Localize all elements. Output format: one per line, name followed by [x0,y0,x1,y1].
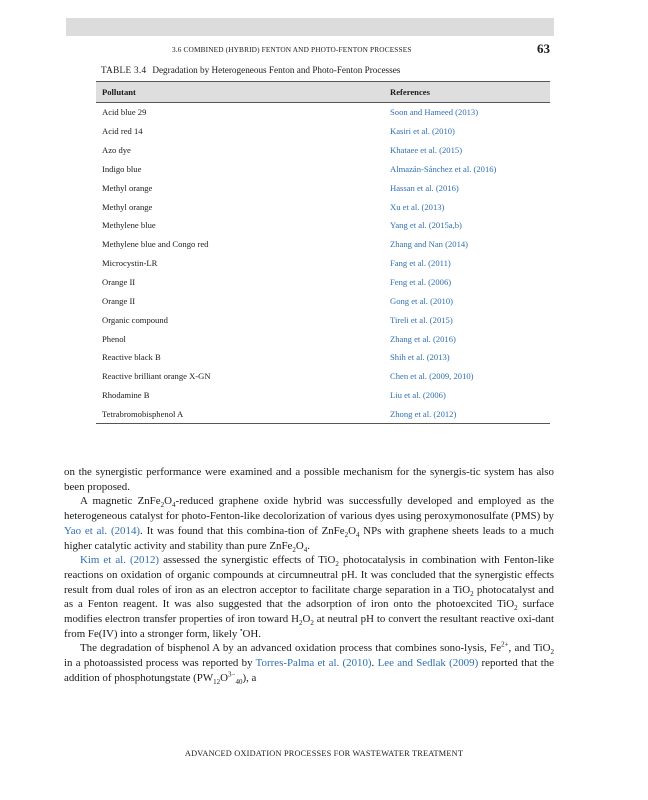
reference-link[interactable]: Khataee et al. (2015) [390,145,463,156]
reference-link[interactable]: Almazán-Sánchez et al. (2016) [390,163,497,174]
text-run: NPs with graphene sheets leads to a much higher catalytic activity and stability than pure ZnFe [64,524,554,552]
page-number: 63 [537,41,550,56]
pollutant-cell: Orange II [102,277,136,288]
table-row [96,291,550,310]
reference-link[interactable]: Liu et al. (2006) [390,390,446,401]
table-row [96,310,550,329]
column-header-references: References [390,82,550,103]
header-rule [66,18,554,36]
subscript: 2 [298,619,303,628]
pollutant-cell: Tetrabromobisphenol A [96,405,390,424]
subscript: 2 [550,648,554,657]
paragraph [64,641,554,685]
pollutant-cell: Organic compound [102,314,168,325]
table-row [96,405,550,424]
text-run: O [295,539,304,552]
table-row [96,329,550,348]
subscript: 4 [303,545,308,554]
pollutant-cell: Phenol [102,333,126,344]
degradation-table [96,81,550,424]
reference-link[interactable]: Gong et al. (2010) [390,295,454,306]
table-row [96,273,550,292]
subscript: 2 [310,619,314,628]
subscript: 2 [514,604,518,613]
text-run: surface modifies electron transfer properties of iron toward H [64,598,554,626]
pollutant-cell: Methyl orange [102,182,153,193]
text-run: O [164,495,172,508]
reference-link[interactable]: Tireli et al. (2015) [390,314,453,325]
reference-cell [390,235,550,254]
table-caption-text: Degradation by Heterogeneous Fenton and Photo-Fenton Processes [152,65,401,75]
table-row [96,367,550,386]
text-run: O [220,671,228,684]
pollutant-cell: Methylene blue and Congo red [102,239,209,250]
reference-cell [390,291,550,310]
reference-link[interactable]: Shih et al. (2013) [390,352,450,363]
text-run: . It was found that this combina-tion of ZnFe [140,524,345,537]
paragraph [64,465,554,494]
table-row [96,386,550,405]
reference-link[interactable]: Feng et al. (2006) [390,277,452,288]
reference-link[interactable]: Chen et al. (2009, 2010) [390,371,474,382]
reference-link[interactable]: Xu et al. (2013) [390,201,445,212]
reference-cell [390,367,550,386]
pollutant-cell: Methyl orange [102,201,153,212]
citation-link[interactable]: Yao et al. (2014) [64,524,141,537]
pollutant-cell: Indigo blue [102,163,142,174]
reference-cell [390,329,550,348]
table-row [96,160,550,179]
reference-link[interactable]: Zhang and Nan (2014) [390,239,469,250]
text-run: in a photoassisted process was reported by [64,657,256,670]
table-row [96,122,550,141]
subscript: 4 [355,530,360,539]
table-row [96,254,550,273]
citation-link[interactable]: Torres-Palma et al. (2010) [255,657,372,670]
subscript: 2 [470,589,474,598]
subscript: 2 [344,530,349,539]
page-footer: ADVANCED OXIDATION PROCESSES FOR WASTEWATER TREATMENT [184,749,464,758]
citation-link[interactable]: Lee and Sedlak (2009) [377,657,479,670]
table-caption [101,65,400,75]
reference-link[interactable]: Hassan et al. (2016) [390,182,459,193]
table-row [96,348,550,367]
subscript: 12 [213,678,221,687]
table-header-row [96,82,550,103]
table-label: TABLE 3.4 [101,65,147,75]
paragraph [64,553,554,641]
pollutant-cell: Azo dye [102,145,131,156]
pollutant-cell: Reactive brilliant orange X-GN [102,371,211,382]
text-run: assessed the synergistic effects of TiO [159,554,336,567]
citation-link[interactable]: Kim et al. (2012) [80,554,160,567]
body-text [64,465,554,686]
pollutant-cell: Microcystin-LR [102,258,158,269]
text-run: at neutral pH to convert the resultant reactive oxi-dant from Fe(IV) into a stronger form, likely [64,613,554,640]
text-run: -reduced graphene oxide hybrid was successfully developed and employed as the heterogeneous catalyst for photo-Fenton-like decolorization of various dyes using peroxymonosulfate (PMS) by [64,495,554,523]
reference-cell [390,216,550,235]
paragraph [64,494,554,553]
table-row [96,216,550,235]
reference-link[interactable]: Yang et al. (2015a,b) [390,220,462,231]
reference-cell [390,160,550,179]
column-header-pollutant: Pollutant [96,82,390,103]
reference-cell [390,405,550,424]
text-run: . [307,539,310,552]
reference-cell [390,103,550,122]
reference-cell [390,254,550,273]
text-run: reported that the addition of phosphotungstate (PW [64,657,555,684]
reference-cell [390,122,550,141]
reference-cell [390,273,550,292]
pollutant-cell: Reactive black B [102,352,161,363]
table-row [96,235,550,254]
superscript: 2+ [501,640,509,649]
paragraph-text: on the synergistic performance were examined and a possible mechanism for the synergis-tic system has also been proposed. [64,466,554,493]
reference-cell [390,141,550,160]
subscript: 4 [171,501,176,510]
reference-cell [390,348,550,367]
reference-link[interactable]: Zhong et al. (2012) [390,408,457,419]
reference-link[interactable]: Soon and Hameed (2013) [390,107,479,118]
running-head [66,41,550,60]
subscript: 2 [160,501,165,510]
subscript: 2 [292,545,296,554]
reference-cell [390,178,550,197]
text-run: . [371,657,378,670]
subscript: 40 [235,678,243,687]
superscript: • [240,626,243,635]
pollutant-cell: Methylene blue [102,220,156,231]
text-run: The degradation of bisphenol A by an advanced oxidation process that combines sono-lysis, Fe [80,642,502,655]
reference-link[interactable]: Zhang et al. (2016) [390,333,456,344]
pollutant-cell: Acid blue 29 [102,107,147,118]
reference-link[interactable]: Fang et al. (2011) [390,258,451,269]
text-run: ), a [242,671,257,684]
subscript: 2 [335,560,339,569]
pollutant-cell: Acid red 14 [102,126,143,137]
reference-cell [390,310,550,329]
text-run: A magnetic ZnFe [80,495,161,508]
text-run: O [348,524,356,537]
text-run: , and TiO [508,642,551,655]
text-run: photocatalysis in combination with Fenton-like reactions on oxidation of organic compounds at circumneutral pH. It was concluded that the synergistic effects result from dual roles of iron as an electron acceptor to facilitate charge separation in a TiO [64,554,555,596]
reference-cell [390,197,550,216]
table-row [96,197,550,216]
pollutant-cell: Orange II [102,295,136,306]
text-run: O [302,613,311,626]
text-run: photocatalyst and as a Fenton reagent. It was also suggested that the adsorption of iron onto the photoexcited TiO [64,583,554,611]
table-row [96,103,550,122]
table-row [96,178,550,197]
pollutant-cell: Rhodamine B [102,390,150,401]
table-row [96,141,550,160]
reference-link[interactable]: Kasiri et al. (2010) [390,126,455,137]
text-run: OH. [242,627,261,640]
reference-cell [390,386,550,405]
running-head-title: 3.6 COMBINED (HYBRID) FENTON AND PHOTO-FENTON PROCESSES [172,45,412,54]
superscript: 3− [228,670,236,679]
